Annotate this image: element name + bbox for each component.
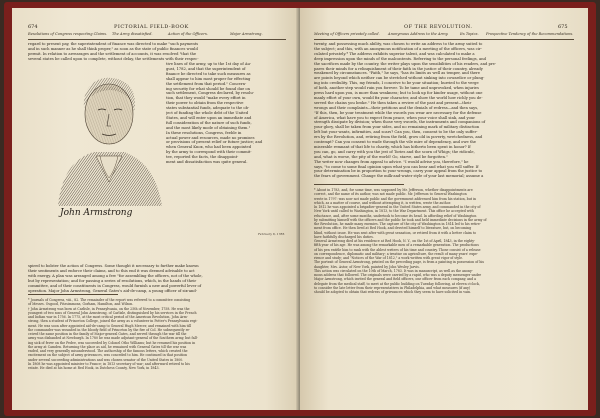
- text-line: ing security for what should be found due on: [166, 86, 251, 91]
- text-line: ing into crediulity. This, my friends, I conceive to be your situation; hurried to the verge: [314, 81, 479, 86]
- text-line: contempt? Can you consent to wade through the vile mire of dependency, and owe the: [314, 140, 476, 144]
- footnote-line: ceived the same position in the family of Major-general Gates, and served through the war till the: [28, 332, 187, 336]
- text-line: miserable remnant of that life to charity, which has hitherto been spent in honor? If: [314, 144, 471, 149]
- right-page: [300, 8, 588, 410]
- footnote-line: In 1812 he was appointed a brigadier-general in the United States army, and commanded in the city of: [314, 205, 481, 209]
- text-line: actual power and resources, made no promises: [166, 135, 255, 140]
- text-line: served the chains you broke." He then takes a review of the past and present—their: [314, 100, 472, 105]
- text-line: says, "to come to some final opinion upon what you can bear and what you will suffer. If: [314, 164, 479, 169]
- text-line: the subject; and this, with an anonymous notification of a meeting of the officers, was cir-: [314, 46, 482, 51]
- text-line: twenty, and possessing much ability, was chosen to write an address to the army suited to: [314, 42, 483, 46]
- text-line: ers by the Revolution, and, retiring from the field, grow old in poverty, wretchedness, and: [314, 135, 483, 140]
- footnote-line: wrote in 1797: was now not made public and the government addressed him from his station, but in: [314, 196, 477, 201]
- left-subhead: Major Armstrong.: [230, 32, 263, 36]
- text-line: spired to bolster the action of Congress. Some thought it necessary to further make known: [28, 264, 199, 268]
- text-line: the settlement from that period." Concern-: [166, 81, 247, 86]
- footnote-line: of his pen entitle him to rank with the ablest writers of his time and country. Those consist of a release: [314, 247, 481, 252]
- footnote-line: excitement on the subject of army grievances, was conceded to him. He continued in that position: [28, 353, 188, 358]
- text-line: ject of funding the whole debt of the United: [166, 111, 249, 115]
- text-line: committee, and of their constituents in Congress, would furnish a new and powerful lever of: [28, 283, 202, 288]
- text-line: press hard upon you, is more than weakness; but to look up for kinder usage, without one: [314, 91, 483, 95]
- footnote-line: † John Armstrong was born at Carlisle, in Pennsylvania, on the 25th of November, 1758. He was the: [28, 306, 190, 311]
- footnote-line: reluctance, and, after some months, undertook to become its head. In affording relief of Washington: [314, 213, 477, 218]
- footnote-line: New York until called to Washington, in 1813, to the War Department. This office he accepted with: [314, 209, 474, 214]
- footnote-line: of Messrs. Osgood, Fitzsimmons, Gorham, Hamilton, and Wilson.: [28, 302, 134, 307]
- text-line: their sentiments and enforce their claims, and to this end it was deemed advisable to act: [28, 268, 195, 273]
- left-page: [12, 8, 300, 410]
- text-line: such settlement, Congress declared, by resolu-: [166, 91, 254, 96]
- text-line: weakened by circumstances. "Faith," he says, "has its limits as well as temper, and there: [314, 71, 480, 76]
- text-line: "If this, then, be your treatment while the swords you wear are necessary for the defense: [314, 110, 482, 115]
- footnote-line: should be adopted to obtain that redress of grievances which they seem to have solicited in vain.: [314, 290, 472, 294]
- footnote-line: * Journals of Congress, viii., 82. The remainder of the report was referred to a committee consisting: [28, 298, 191, 302]
- footnote-line: the Revolution, he made many enemies. The capture of the city of Washington in 1814 led to his retire-: [314, 222, 481, 226]
- portrait-engraving: [54, 70, 164, 206]
- text-line: by the army to correspond with their commit-: [166, 150, 252, 155]
- text-line: tee, reported the facts, the disappoint-: [166, 155, 239, 160]
- text-line: of both, another step would ruin you forever. To be tame and unprovoked, when injuries: [314, 86, 479, 91]
- text-line: when General Knox, who had been appointed: [166, 145, 252, 150]
- footnote-line: youngest of two sons of General John Armstrong, of Carlisle, distinguished by his services in the French: [28, 310, 197, 315]
- text-line: states substantial funds, adequate to the ob-: [166, 106, 250, 111]
- text-line: and in such manner as he shall think proper," as soon as the state of public finances would: [28, 46, 198, 51]
- footnote-line: fifth year of his age. He was among the remarkable men of a remarkable generation. The productions: [314, 243, 479, 248]
- footnote-line: delegate from the medical staff, to meet at the public building on Tuesday following, at eleven o'clock,: [314, 281, 480, 286]
- right-subhead: Meeting of Officers privately called.: [314, 32, 380, 36]
- text-line: or provisions of present relief or future justice; and: [166, 140, 263, 145]
- left-subhead: Resolutions of Congress respecting Claims.: [28, 32, 108, 36]
- footnote-line: rience and study; and "Notices of the War of 1812," a work written with great vigor of style.: [314, 256, 463, 260]
- text-line: you can, go, and carry with you the jest of Tories and the scorn of Whigs; the ridicule,: [314, 149, 475, 154]
- text-line: regard to present pay, the superintendent of finance was directed to make "such payments: [28, 42, 199, 46]
- text-line: The writer now changes from appeal to advice. "I would advise you, therefore," he: [314, 159, 469, 164]
- footnote-line: strong, then a student of Princeton College, joined the army as a volunteer in Potter's Pennsylvania regi-: [28, 319, 198, 324]
- footnote-line: under several succeeding administrations and was chosen senator of the United States in 1800.: [28, 357, 184, 362]
- text-line: strength dissipate by division; when those very swords, the instruments and companions of: [314, 120, 486, 125]
- right-running-head: OF THE REVOLUTION.: [404, 24, 473, 30]
- text-line: of America, what have you to expect from peace, when your voice shall sink, and your: [314, 115, 475, 120]
- right-head-rule: [314, 39, 574, 40]
- right-page-number: 675: [558, 24, 568, 30]
- text-line: are points beyond which neither can be stretched without sinking into cowardice or plung-: [314, 76, 485, 81]
- text-line: culated privately.* The address exhibits superior talent, and was calculated to make a: [314, 51, 475, 56]
- text-line: finance be directed to take such measures as: [166, 71, 251, 76]
- signature: John Armstrong: [60, 208, 133, 218]
- text-line: several states be called upon to complete, without delay, the settlements with their respec-: [28, 56, 199, 61]
- footnote-line: * About in 1783, and, for some time, was supposed by Mr. Jefferson, whether disappointments are: [314, 188, 473, 192]
- right-subhead: Its Topics.: [460, 32, 479, 36]
- text-line: shall appear to him most proper for effecting: [166, 76, 251, 81]
- text-line: wrongs and their complaints—their petitions and the denials of redress—and then says,: [314, 105, 479, 110]
- text-line: with energy. A plan was arranged among a few "for assembling the officers, not of the whole,: [28, 273, 203, 278]
- text-line: and the most likely mode of obtaining them.": [166, 125, 251, 130]
- footnote-line: and Indian war in 1756. In 1775, at the most critical period of the American Revolution, John Arm-: [28, 315, 188, 319]
- text-line: the fears of government. Change the milk-and-water style of your last memorial; assume a: [314, 174, 484, 179]
- footnote-line: blind, without issue. He was sent after with great sensation, or retired from it with a better claim to: [314, 230, 477, 235]
- footnote-line: The portrait of General Armstrong, printed on the preceding page, is from a painting in possession of his: [314, 260, 485, 265]
- footnote-line: This action was circulated on the 10th of March, 1783. It was in manuscript, as well as the anony-: [314, 268, 473, 273]
- text-line: but by representation; and for passing a series of resolutions, which, in the hands of their: [28, 278, 197, 283]
- footnote-line: mous address that followed. The originals were carried by a rapid, who was a deputy messenger under: [314, 273, 482, 277]
- text-line: In these resolutions, Congress, feeble in: [166, 130, 242, 135]
- footnote-line: the commander was wounded in the bloody field of Princeton by the fire of Col. He subsequently re-: [28, 327, 191, 332]
- footnote-line: Major Armstrong, which invited the general and field officers, one officer from each company, and a: [314, 277, 477, 282]
- text-line: States, and will enter upon an immediate and: [166, 115, 252, 120]
- footnote-line: ment. He was soon after appointed aid-de-camp to General Hugh Mercer, and remained with him till: [28, 323, 191, 328]
- margin-note: February 6, 1783.: [258, 232, 286, 236]
- footnote-line: have faithfully discharged his duties.: [314, 234, 374, 239]
- text-line: the sacrifices made by the country, the writer plays upon the sensibilities of his readers, and pre-: [314, 61, 497, 66]
- left-page-number: 674: [28, 24, 38, 30]
- text-line: full consideration of the nature of such funds,: [166, 120, 252, 125]
- footnote-line: the army at Camden. Returning the place as aid, he remained with General Gates till the war was: [28, 344, 187, 349]
- text-line: gust, 1782, and that the superintendent of: [166, 66, 246, 71]
- text-line: tion, that they would "make every effort in: [166, 96, 246, 101]
- footnote-line: ment from office. He then lived at Red Hook, and devoted himself to literature, but, on becoming: [314, 226, 472, 231]
- text-line: ment and dissatisfaction was quite general.: [166, 160, 248, 164]
- footnote-line: In 1808 he was appointed minister to France; in 1813 secretary of war; and afterward retired to his: [28, 361, 190, 366]
- text-line: your determination be in proportion to your wrongs, carry your appeal from the justice to: [314, 169, 483, 174]
- footnote-line: by submitting himself with the officers and the public he took and held immediate decisions in the army of: [314, 217, 487, 222]
- left-subhead: The Army dissatisfied.: [112, 32, 153, 36]
- left-running-head: PICTORIAL FIELD-BOOK: [114, 24, 189, 30]
- footnote-line: which, as a matter of course, and without attempting it, is written, wrote the author.: [314, 200, 451, 205]
- text-line: tive lines of the army, up to the 1st day of Au-: [166, 62, 252, 66]
- footnote-line: daughter, Mrs. Astor, of New York, painted by John Wesley Jarvis.: [314, 264, 420, 269]
- left-head-rule: [28, 39, 286, 40]
- text-line: manly effort of your own, would fix your character, and show the world how richly you de-: [314, 95, 483, 100]
- footnote-rule: [314, 184, 404, 185]
- footnote-line: General Armstrong died at his residence at Red Hook, N. Y., on the 1st of April, 1843, in the eighty-: [314, 239, 476, 243]
- footnote-line: on correspondence, diplomatic and military; a treatise on agriculture, the result of many years' expe-: [314, 251, 478, 256]
- text-line: pares their minds for a relinquishment of their faith in the justice of their country, already: [314, 66, 483, 71]
- right-subhead: Anonymous Address to the Army.: [388, 32, 449, 36]
- text-line: their power to obtain from the respective: [166, 101, 244, 106]
- footnote-line: army was disbanded at Newburgh. In 1780 he was made adjutant-general of the Southern army, but fall-: [28, 336, 198, 341]
- right-subhead: Prospective Tendency of the Recommendations.: [486, 32, 574, 36]
- text-line: your glory, shall be taken from your sides, and no remaining mark of military distinction: [314, 125, 480, 130]
- footnote-line: correct, and the name of its author, was not made public. Mr. Jefferson to General Washington: [314, 192, 467, 197]
- footnote-line: ended, and very generally misunderstood. The authorship of the famous letters, which created the: [28, 349, 188, 353]
- text-line: permit. In relation to arrearages and the settlement of accounts, it was resolved "that the: [28, 51, 197, 56]
- footnote-line: estate. He died at his home at Red Hook, in Dutchess County, New York, in 1843.: [28, 366, 160, 370]
- footnote-line: ing sick of fever on the Pedee, was succeeded by Colonel Otho Williams; but he resumed his position in: [28, 340, 196, 345]
- text-line: and, what is worse, the pity of the world! Go, starve, and be forgotten.": [314, 154, 448, 159]
- text-line: operation. Major John Armstrong, General Gates's aid-de-camp, a young officer of six-and-: [28, 288, 198, 293]
- footnote-rule: [28, 294, 118, 295]
- text-line: deep impression upon the minds of the malcontents. Referring to the personal feelings, and: [314, 56, 486, 61]
- left-subhead: Action of the Officers.: [168, 32, 208, 36]
- text-line: left but your wants, infirmities, and scars? Can you, then, consent to be the only suffer-: [314, 130, 478, 135]
- footnote-line: to consider the late letter from their representatives in Philadelphia, and what measures (if any): [314, 285, 471, 290]
